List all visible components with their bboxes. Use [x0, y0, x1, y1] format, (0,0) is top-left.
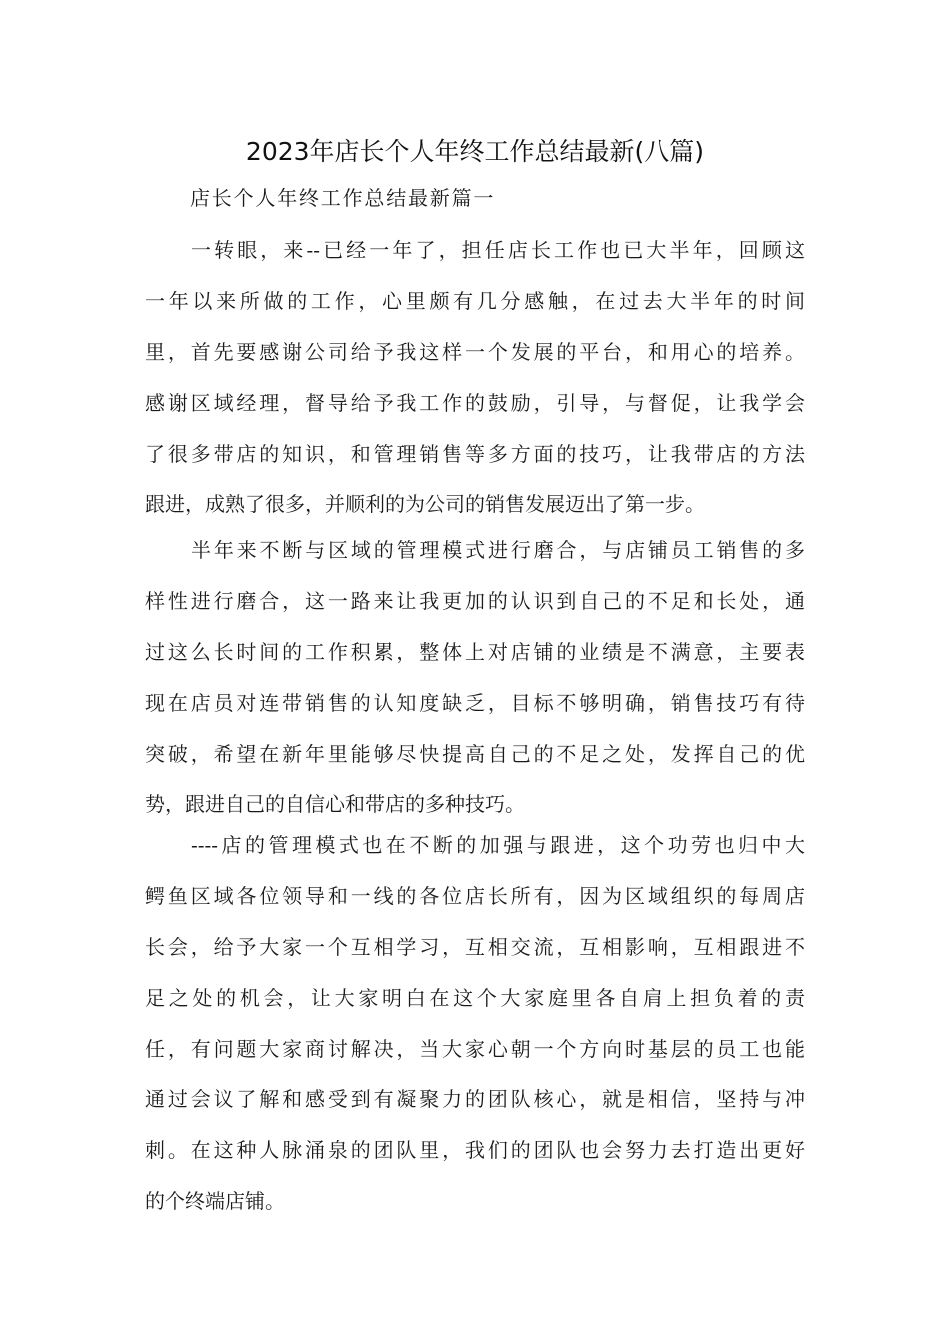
section-heading: 店长个人年终工作总结最新篇一 — [190, 186, 496, 210]
paragraph-3 — [145, 820, 805, 1227]
document-title: 2023年店长个人年终工作总结最新(八篇) — [245, 137, 705, 166]
paragraph-line: 的个终端店铺。 — [145, 1189, 285, 1214]
paragraph-line: 突破，希望在新年里能够尽快提高自己的不足之处，发挥自己的优 — [145, 741, 805, 766]
paragraph-line: 通过会议了解和感受到有凝聚力的团队核心，就是相信，坚持与冲 — [145, 1087, 805, 1112]
paragraph-line: 势，跟进自己的自信心和带店的多种技巧。 — [145, 792, 525, 817]
paragraph-line: 跟进，成熟了很多，并顺利的为公司的销售发展迈出了第一步。 — [145, 492, 705, 517]
paragraph-line: 长会，给予大家一个互相学习，互相交流，互相影响，互相跟进不 — [145, 934, 805, 959]
paragraph-line: 了很多带店的知识，和管理销售等多方面的技巧，让我带店的方法 — [145, 441, 805, 466]
paragraph-line: 一转眼，来--已经一年了，担任店长工作也已大半年，回顾这 — [191, 238, 805, 262]
paragraph-line: 半年来不断与区域的管理模式进行磨合，与店铺员工销售的多 — [191, 538, 805, 562]
paragraph-line: 足之处的机会，让大家明白在这个大家庭里各自肩上担负着的责 — [145, 985, 805, 1010]
paragraph-line: 任，有问题大家商讨解决，当大家心朝一个方向时基层的员工也能 — [145, 1036, 805, 1061]
paragraph-line: 样性进行磨合，这一路来让我更加的认识到自己的不足和长处，通 — [145, 588, 805, 613]
paragraph-line: 现在店员对连带销售的认知度缺乏，目标不够明确，销售技巧有待 — [145, 690, 805, 715]
paragraph-line: 感谢区域经理，督导给予我工作的鼓励，引导，与督促，让我学会 — [145, 390, 805, 415]
paragraph-1 — [145, 225, 805, 530]
paragraph-line: 鳄鱼区域各位领导和一线的各位店长所有，因为区域组织的每周店 — [145, 883, 805, 908]
paragraph-line: 里，首先要感谢公司给予我这样一个发展的平台，和用心的培养。 — [145, 339, 805, 364]
paragraph-line: ----店的管理模式也在不断的加强与跟进，这个功劳也归中大 — [191, 833, 805, 857]
paragraph-line: 刺。在这种人脉涌泉的团队里，我们的团队也会努力去打造出更好 — [145, 1138, 805, 1163]
paragraph-2 — [145, 525, 805, 830]
paragraph-line: 一年以来所做的工作，心里颇有几分感触，在过去大半年的时间 — [145, 288, 805, 313]
paragraph-line: 过这么长时间的工作积累，整体上对店铺的业绩是不满意，主要表 — [145, 639, 805, 664]
